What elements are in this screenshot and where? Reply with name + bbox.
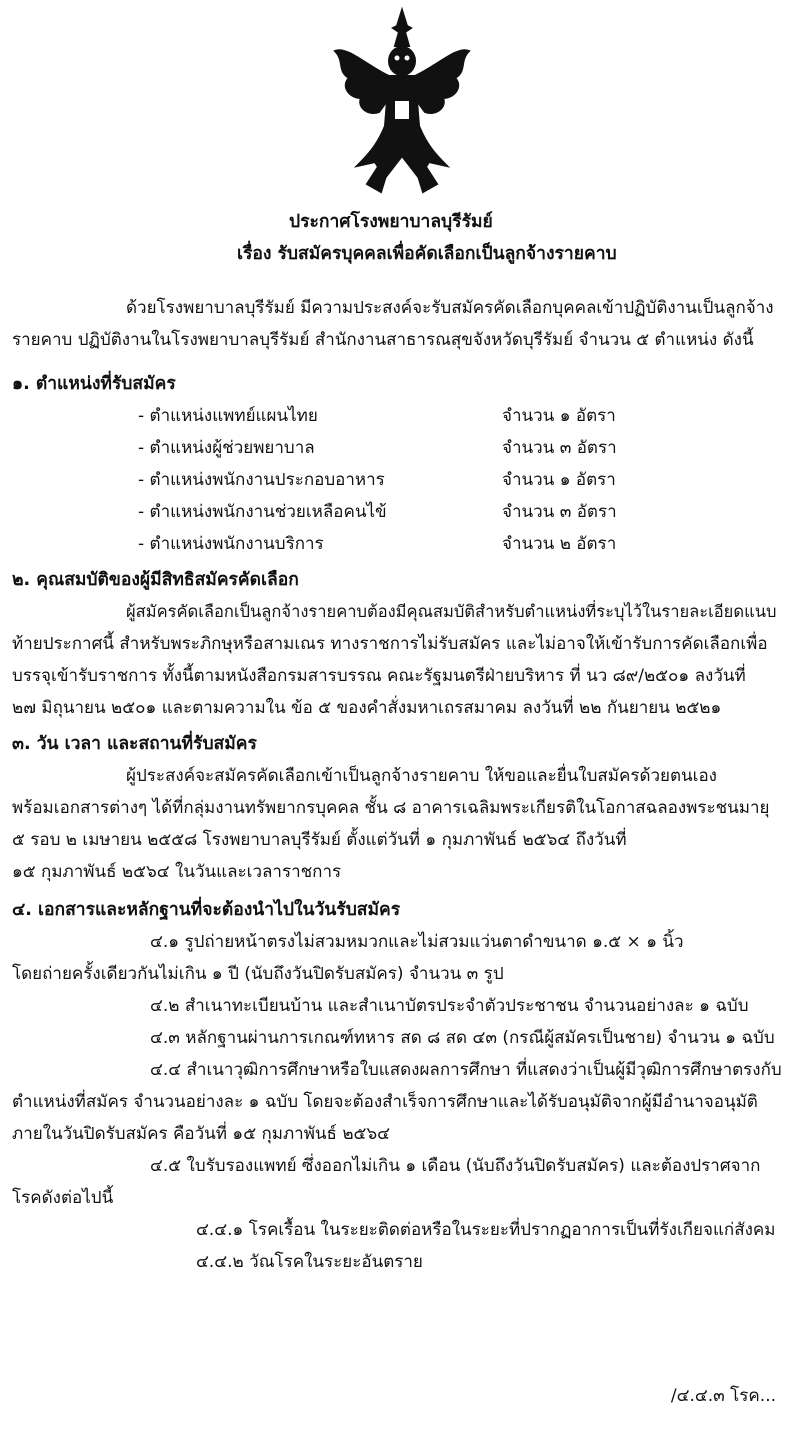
paragraph-line: ๔.๔.๑ โรคเรื้อน ในระยะติดต่อหรือในระยะที่ปรากฏอาการเป็นที่รังเกียจแก่สังคม: [196, 1220, 776, 1240]
paragraph-line: ๔.๔ สำเนาวุฒิการศึกษาหรือใบแสดงผลการศึกษา ที่แสดงว่าเป็นผู้มีวุฒิการศึกษาตรงกับ: [150, 1060, 782, 1080]
section-heading: ๑. ตำแหน่งที่รับสมัคร: [12, 374, 176, 394]
section-heading: ๒. คุณสมบัติของผู้มีสิทธิสมัครคัดเลือก: [12, 570, 299, 590]
paragraph-line: ท้ายประกาศนี้ สำหรับพระภิกษุหรือสามเณร ทางราชการไม่รับสมัคร และไม่อาจให้เข้ารับการคัดเลือกเพื่อ: [12, 634, 768, 654]
paragraph-line: บรรจุเข้ารับราชการ ทั้งนี้ตามหนังสือกรมสารบรรณ คณะรัฐมนตรีฝ่ายบริหาร ที่ นว ๘๙/๒๕๐๑ ลงวันที่: [12, 666, 746, 686]
position-name: - ตำแหน่งแพทย์แผนไทย: [138, 406, 318, 426]
position-name: - ตำแหน่งพนักงานบริการ: [138, 534, 324, 554]
paragraph-line: โดยถ่ายครั้งเดียวกันไม่เกิน ๑ ปี (นับถึงวันปิดรับสมัคร) จำนวน ๓ รูป: [12, 964, 504, 984]
paragraph-line: ๔.๒ สำเนาทะเบียนบ้าน และสำเนาบัตรประจำตัวประชาชน จำนวนอย่างละ ๑ ฉบับ: [150, 996, 749, 1016]
paragraph-line: พร้อมเอกสารต่างๆ ได้ที่กลุ่มงานทรัพยากรบุคคล ชั้น ๘ อาคารเฉลิมพระเกียรติในโอกาสฉลองพระชนมายุ: [12, 798, 770, 818]
position-count: จำนวน ๒ อัตรา: [502, 534, 617, 554]
position-name: - ตำแหน่งพนักงานประกอบอาหาร: [138, 470, 385, 490]
paragraph-line: ๑๕ กุมภาพันธ์ ๒๕๖๔ ในวันและเวลาราชการ: [12, 862, 342, 882]
intro-line: รายคาบ ปฏิบัติงานในโรงพยาบาลบุรีรัมย์ สำนักงานสาธารณสุขจังหวัดบุรีรัมย์ จำนวน ๕ ตำแหน่ง ดังนี้: [12, 330, 754, 350]
position-name: - ตำแหน่งผู้ช่วยพยาบาล: [138, 438, 315, 458]
position-count: จำนวน ๓ อัตรา: [502, 438, 617, 458]
section-heading: ๓. วัน เวลา และสถานที่รับสมัคร: [12, 734, 257, 754]
paragraph-line: ๒๗ มิถุนายน ๒๕๐๑ และตามความใน ข้อ ๕ ของคำสั่งมหาเถรสมาคม ลงวันที่ ๒๒ กันยายน ๒๕๒๑: [12, 698, 722, 718]
paragraph-line: ผู้ประสงค์จะสมัครคัดเลือกเข้าเป็นลูกจ้างรายคาบ ให้ขอและยื่นใบสมัครด้วยตนเอง: [126, 766, 717, 786]
intro-line: ด้วยโรงพยาบาลบุรีรัมย์ มีความประสงค์จะรับสมัครคัดเลือกบุคคลเข้าปฏิบัติงานเป็นลูกจ้าง: [126, 298, 774, 318]
position-name: - ตำแหน่งพนักงานช่วยเหลือคนไข้: [138, 502, 387, 522]
garuda-emblem-icon: [327, 6, 477, 201]
paragraph-line: ผู้สมัครคัดเลือกเป็นลูกจ้างรายคาบต้องมีคุณสมบัติสำหรับตำแหน่งที่ระบุไว้ในรายละเอียดแนบ: [126, 602, 777, 621]
paragraph-line: ๕ รอบ ๒ เมษายน ๒๕๕๘ โรงพยาบาลบุรีรัมย์ ตั้งแต่วันที่ ๑ กุมภาพันธ์ ๒๕๖๔ ถึงวันที่: [12, 830, 627, 850]
paragraph-line: ภายในวันปิดรับสมัคร คือวันที่ ๑๕ กุมภาพันธ์ ๒๕๖๔: [12, 1124, 391, 1144]
position-count: จำนวน ๑ อัตรา: [502, 406, 616, 426]
section-heading: ๔. เอกสารและหลักฐานที่จะต้องนำไปในวันรับสมัคร: [12, 900, 401, 920]
paragraph-line: ๔.๑ รูปถ่ายหน้าตรงไม่สวมหมวกและไม่สวมแว่นตาดำขนาด ๑.๕ × ๑ นิ้ว: [150, 932, 684, 952]
paragraph-line: โรคดังต่อไปนี้: [12, 1188, 114, 1208]
announcement-subject: เรื่อง รับสมัครบุคคลเพื่อคัดเลือกเป็นลูกจ้างรายคาบ: [237, 244, 617, 264]
paragraph-line: ๔.๓ หลักฐานผ่านการเกณฑ์ทหาร สด ๘ สด ๔๓ (กรณีผู้สมัครเป็นชาย) จำนวน ๑ ฉบับ: [150, 1028, 775, 1048]
announcement-title: ประกาศโรงพยาบาลบุรีรัมย์: [289, 212, 493, 232]
paragraph-line: ตำแหน่งที่สมัคร จำนวนอย่างละ ๑ ฉบับ โดยจะต้องสำเร็จการศึกษาและได้รับอนุมัติจากผู้มีอำนาจอนุมัติ: [12, 1092, 758, 1112]
position-count: จำนวน ๓ อัตรา: [502, 502, 617, 522]
page-continuation: /๔.๔.๓ โรค...: [670, 1386, 776, 1406]
paragraph-line: ๔.๔.๒ วัณโรคในระยะอันตราย: [196, 1252, 423, 1272]
position-count: จำนวน ๑ อัตรา: [502, 470, 616, 490]
paragraph-line: ๔.๕ ใบรับรองแพทย์ ซึ่งออกไม่เกิน ๑ เดือน (นับถึงวันปิดรับสมัคร) และต้องปราศจาก: [150, 1156, 761, 1176]
